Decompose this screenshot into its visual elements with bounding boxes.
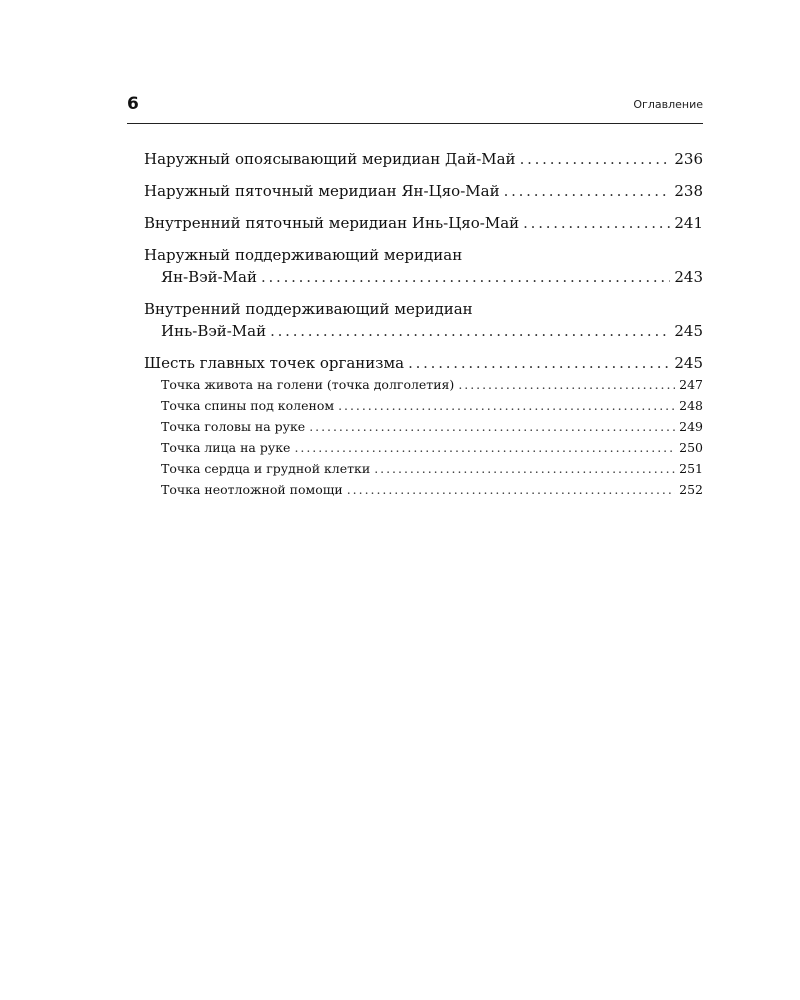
dot-leader (520, 148, 671, 170)
toc-entry-title: Внутренний пяточный меридиан Инь-Цяо-Май (144, 214, 520, 232)
toc-entry[interactable] (144, 180, 703, 202)
toc-subentry[interactable] (144, 458, 703, 479)
toc-subentry-title: Точка спины под коленом (161, 398, 335, 413)
dot-leader (309, 416, 675, 437)
toc-subentry-page: 248 (679, 398, 703, 413)
dot-leader (504, 180, 671, 202)
dot-leader (338, 395, 675, 416)
toc-subentry-title: Точка неотложной помощи (161, 482, 343, 497)
toc-subentry-title: Точка живота на голени (точка долголетия) (161, 377, 455, 392)
toc-subentry-page: 247 (679, 377, 703, 392)
toc-subentry[interactable] (144, 395, 703, 416)
toc-entry[interactable] (144, 298, 703, 342)
toc-subentry-title: Точка лица на руке (161, 440, 291, 455)
toc-subentry-page: 250 (679, 440, 703, 455)
toc-entry-title: Наружный пяточный меридиан Ян-Цяо-Май (144, 182, 500, 200)
toc-subentry[interactable] (144, 479, 703, 500)
toc-entry-title-line1: Наружный поддерживающий меридиан (144, 246, 463, 264)
toc-entry-page: 238 (674, 182, 703, 200)
page-header (127, 93, 703, 124)
toc-subentry-page: 252 (679, 482, 703, 497)
toc-entry[interactable] (144, 212, 703, 234)
toc-subentry-title: Точка головы на руке (161, 419, 306, 434)
toc-entry-title-line2: Инь-Вэй-Май (161, 322, 267, 340)
dot-leader (270, 320, 670, 342)
toc-subentry-page: 249 (679, 419, 703, 434)
toc-entry-title-line1: Внутренний поддерживающий меридиан (144, 300, 473, 318)
toc-entry-page: 243 (674, 268, 703, 286)
toc-entry-page: 236 (674, 150, 703, 168)
toc-entry-page: 245 (674, 354, 703, 372)
dot-leader (261, 266, 670, 288)
toc-entry[interactable] (144, 148, 703, 170)
toc-entry-page: 245 (674, 322, 703, 340)
dot-leader (408, 352, 670, 374)
toc-subentry[interactable] (144, 374, 703, 395)
toc-subentry-title: Точка сердца и грудной клетки (161, 461, 371, 476)
dot-leader (347, 479, 675, 500)
dot-leader (458, 374, 675, 395)
table-of-contents (144, 148, 703, 500)
running-title: Оглавление (633, 98, 703, 111)
toc-subentry[interactable] (144, 437, 703, 458)
dot-leader (374, 458, 675, 479)
page-number: 6 (127, 94, 139, 114)
toc-entry-title: Наружный опоясывающий меридиан Дай-Май (144, 150, 516, 168)
toc-entry-page: 241 (674, 214, 703, 232)
toc-entry-title-line2: Ян-Вэй-Май (161, 268, 257, 286)
toc-entry[interactable] (144, 352, 703, 374)
dot-leader (294, 437, 675, 458)
dot-leader (523, 212, 670, 234)
toc-subentry[interactable] (144, 416, 703, 437)
toc-subentry-page: 251 (679, 461, 703, 476)
toc-entry-title: Шесть главных точек организма (144, 354, 405, 372)
toc-entry[interactable] (144, 244, 703, 288)
